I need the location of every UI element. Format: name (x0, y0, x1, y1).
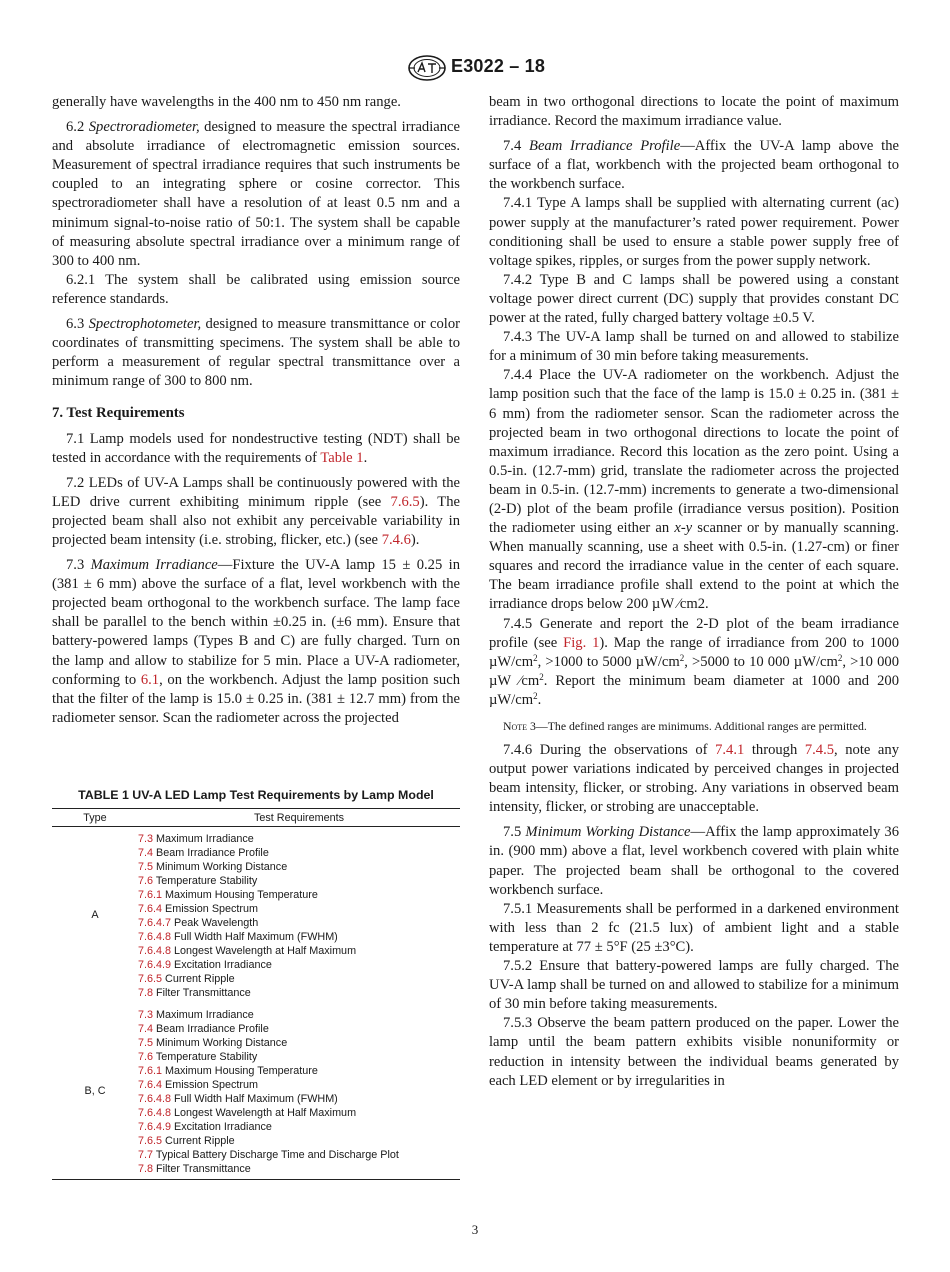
requirement-item (138, 1162, 460, 1176)
requirement-label: Beam Irradiance Profile (153, 1023, 269, 1035)
requirement-section-link[interactable]: 7.8 (138, 987, 154, 999)
requirement-section-link[interactable]: 7.6.4.8 (138, 1093, 172, 1105)
ref-6-1-link[interactable]: 6.1 (140, 671, 160, 688)
requirement-item (138, 1050, 460, 1064)
requirement-item (138, 930, 460, 944)
table-1-link[interactable]: Table 1 (320, 449, 364, 466)
table-title: TABLE 1 UV-A LED Lamp Test Requirements by Lamp Model (78, 788, 434, 802)
requirement-item (138, 1064, 460, 1078)
requirement-label: Typical Battery Discharge Time and Discharge Plot (153, 1149, 399, 1161)
requirement-item (138, 1148, 460, 1162)
requirement-section-link[interactable]: 7.6.4.8 (138, 945, 172, 957)
requirement-label: Minimum Working Distance (153, 861, 288, 873)
page-number: 3 (471, 1222, 479, 1237)
requirement-item (138, 1120, 460, 1134)
requirement-section-link[interactable]: 7.4 (138, 1023, 154, 1035)
requirement-label: Maximum Irradiance (153, 1009, 254, 1021)
paragraph: generally have wavelengths in the 400 nm to 450 nm range. (52, 94, 401, 110)
requirement-item (138, 1036, 460, 1050)
requirement-section-link[interactable]: 7.3 (138, 1009, 154, 1021)
section-7-2: 7.2 LEDs of UV-A Lamps shall be continuously powered with the LED drive current exhibiting minimum ripple (see 7.6.5). The projected beam shall also not exhibit any perceivable variability in projected beam intensity (i.e. strobing, flicker, etc.) (see 7.4.6). (52, 474, 460, 548)
section-6-3: 6.3 Spectrophotometer, designed to measure transmittance or color coordinates of transmitting specimens. The system shall be able to perform a measurement of regular spectral transmittance over a minimum range of 300 to 800 nm. (52, 316, 460, 390)
table-body (52, 827, 460, 1180)
left-column (52, 93, 460, 728)
table-row (52, 1003, 460, 1180)
requirement-section-link[interactable]: 7.5 (138, 861, 154, 873)
ref-7-4-1-link[interactable]: 7.4.1 (715, 742, 745, 758)
paragraph: beam in two orthogonal directions to locate the point of maximum irradiance. Record the maximum irradiance value. (489, 94, 899, 130)
requirement-item (138, 944, 460, 958)
ref-7-4-5-link[interactable]: 7.4.5 (804, 742, 835, 758)
section-7-5-2: 7.5.2 Ensure that battery-powered lamps are fully charged. The UV-A lamp shall be turned on and allowed to stabilize for a minimum of 30 min before taking measurements. (489, 958, 899, 1013)
requirement-item (138, 1022, 460, 1036)
requirements-cell (138, 827, 460, 1004)
requirement-label: Filter Transmittance (153, 987, 251, 999)
requirement-item (138, 902, 460, 916)
table-row (52, 827, 460, 1004)
requirement-label: Full Width Half Maximum (FWHM) (171, 1093, 338, 1105)
requirement-item (138, 846, 460, 860)
requirement-item (138, 916, 460, 930)
section-7-4-4: 7.4.4 Place the UV-A radiometer on the workbench. Adjust the lamp position such that the face of the lamp is 15.0 ± 0.25 in. (381 ± 6 mm) from the radiometer sensor. Scan the radiometer across the projected beam in two orthogonal directions to locate the point of maximum irradiance. Record this location as the zero point. Using a 0.5-in. (12.7-mm) grid, translate the radiometer across the projected beam in 0.5-in. (12.7-mm) increments to generate a two-dimensional (2-D) plot of the beam profile (irradiance versus position). Position the radiometer using either an x-y scanner or by manually scanning. When manually scanning, use a sheet with 0.5-in. (1.27-cm) or finer squares and record the irradiance value in the center of each square. The beam irradiance profile shall extend to the point at which the irradiance drops below 200 µW ⁄cm2. (489, 367, 899, 613)
note-3: Note 3—The defined ranges are minimums. Additional ranges are permitted. (503, 719, 867, 733)
requirement-item (138, 972, 460, 986)
requirement-label: Temperature Stability (153, 1051, 258, 1063)
requirement-label: Peak Wavelength (171, 917, 259, 929)
requirement-item (138, 986, 460, 1000)
requirement-section-link[interactable]: 7.6.4 (138, 903, 163, 915)
section-7-5-3: 7.5.3 Observe the beam pattern produced on the paper. Lower the lamp until the beam pattern exhibits visible nonuniformity or reduction in intensity between the individual beams generated by each LED element or by irregularities in (489, 1015, 899, 1089)
ref-7-4-6-link[interactable]: 7.4.6 (381, 531, 411, 548)
requirement-section-link[interactable]: 7.5 (138, 1037, 154, 1049)
requirement-section-link[interactable]: 7.6.4.8 (138, 931, 172, 943)
requirement-section-link[interactable]: 7.6.1 (138, 889, 163, 901)
requirement-label: Filter Transmittance (153, 1163, 251, 1175)
requirement-section-link[interactable]: 7.6.4.9 (138, 959, 172, 971)
requirement-section-link[interactable]: 7.6.4.9 (138, 1121, 172, 1133)
section-7-5-1: 7.5.1 Measurements shall be performed in a darkened environment with less than 2 fc (21.5 lux) of ambient light and a stable temperature at 77 ± 5°F (25 ±3°C). (489, 900, 899, 955)
requirement-item (138, 888, 460, 902)
requirement-label: Emission Spectrum (162, 903, 259, 915)
lamp-type-cell: A (91, 909, 99, 921)
requirement-label: Current Ripple (162, 1135, 235, 1147)
section-7-4-2: 7.4.2 Type B and C lamps shall be powered using a constant voltage power direct current (DC) supply that provides constant DC power at the rated, fully charged battery voltage ±0.5 V. (489, 271, 899, 327)
requirement-label: Beam Irradiance Profile (153, 847, 269, 859)
requirement-item (138, 1134, 460, 1148)
requirement-item (138, 1078, 460, 1092)
requirement-section-link[interactable]: 7.7 (138, 1149, 154, 1161)
requirement-item (138, 1008, 460, 1022)
requirement-label: Current Ripple (162, 973, 235, 985)
requirement-item (138, 832, 460, 846)
section-7-4-6: 7.4.6 During the observations of 7.4.1 through 7.4.5, note any output power variations indicated by perceived changes in projected beam intensity, flicker, or strobing. Any variations in observed beam intensity, flicker, or strobing are unacceptable. (489, 742, 899, 816)
requirement-label: Longest Wavelength at Half Maximum (171, 945, 357, 957)
requirement-item (138, 1092, 460, 1106)
requirement-label: Temperature Stability (153, 875, 258, 887)
section-7-4-3: 7.4.3 The UV-A lamp shall be turned on and allowed to stabilize for a minimum of 30 min before taking measurements. (489, 329, 899, 365)
requirement-section-link[interactable]: 7.6.4.8 (138, 1107, 172, 1119)
astm-logo-icon (407, 54, 447, 82)
section-7-3: 7.3 Maximum Irradiance—Fixture the UV-A lamp 15 ± 0.25 in (381 ± 6 mm) above the surface of a flat, level workbench with the projected beam orthogonal to the workbench surface. The lamp face shall be parallel to the bench within ±0.25 in. (±6 mm). Ensure that battery-powered lamps (Types B and C) are fully charged. Turn on the lamp and allow to stabilize for 5 min. Place a UV-A radiometer, conforming to 6.1, on the workbench. Adjust the lamp position such that the filter of the lamp is 15.0 ± 0.25 in. (381 ± 12.7 mm) from the radiometer sensor. Scan the radiometer across the projected (52, 557, 460, 726)
requirement-label: Maximum Irradiance (153, 833, 254, 845)
requirement-label: Minimum Working Distance (153, 1037, 288, 1049)
requirement-label: Maximum Housing Temperature (162, 889, 318, 901)
requirement-section-link[interactable]: 7.3 (138, 833, 154, 845)
section-7-1: 7.1 Lamp models used for nondestructive testing (NDT) shall be tested in accordance with the requirements of Table 1. (52, 430, 460, 466)
requirement-item (138, 860, 460, 874)
requirement-item (138, 1106, 460, 1120)
document-id: E3022 – 18 (451, 56, 546, 76)
requirement-label: Maximum Housing Temperature (162, 1065, 318, 1077)
section-6-2: 6.2 Spectroradiometer, designed to measure the spectral irradiance and absolute irradiance of electromagnetic emission sources. Measurement of spectral irradiance requires that such instruments be coupled to an integrating sphere or cosine corrector. This spectroradiometer shall have a resolution of at least 0.5 nm and a minimum signal-to-noise ratio of 50:1. The system shall be capable of measuring absolute spectral irradiance over a minimum range of 300 to 400 nm. (52, 119, 460, 269)
requirement-section-link[interactable]: 7.6 (138, 1051, 154, 1063)
requirement-section-link[interactable]: 7.6.5 (138, 1135, 163, 1147)
requirements-table (52, 808, 460, 1180)
requirement-section-link[interactable]: 7.6.1 (138, 1065, 163, 1077)
requirements-cell (138, 1003, 460, 1180)
requirement-label: Emission Spectrum (162, 1079, 259, 1091)
right-column (489, 93, 899, 1091)
ref-7-6-5-link[interactable]: 7.6.5 (390, 493, 420, 510)
requirement-item (138, 958, 460, 972)
lamp-type-cell: B, C (52, 1003, 138, 1180)
section-7-4-1: 7.4.1 Type A lamps shall be supplied with alternating current (ac) power supply at the manufacturer’s rated power requirement. Power conditioning shall be used to ensure a stable power supply free of voltage spikes, ripples, or surges from the power supply network. (489, 195, 899, 269)
section-6-2-1: 6.2.1 The system shall be calibrated using emission source reference standards. (52, 271, 460, 307)
requirement-label: Full Width Half Maximum (FWHM) (171, 931, 338, 943)
column-header-type: Type (52, 809, 138, 827)
fig-1-link[interactable]: Fig. 1 (563, 634, 600, 651)
requirement-section-link[interactable]: 7.6.4.7 (138, 917, 172, 929)
section-7-4: 7.4 Beam Irradiance Profile—Affix the UV-A lamp above the surface of a flat, workbench with the projected beam orthogonal to the workbench surface. (489, 138, 899, 193)
table-1 (52, 788, 460, 1180)
requirement-section-link[interactable]: 7.6 (138, 875, 154, 887)
requirement-section-link[interactable]: 7.4 (138, 847, 154, 859)
requirement-label: Excitation Irradiance (171, 959, 272, 971)
requirement-item (138, 874, 460, 888)
requirement-label: Excitation Irradiance (171, 1121, 272, 1133)
section-7-4-5: 7.4.5 Generate and report the 2-D plot of the beam irradiance profile (see Fig. 1). Map the range of irradiance from 200 to 1000 $\mu W/cm^2$, >1000 to 5000 $\mu W/cm^2$, >5000 to 10 000 $\mu W/cm^2$, >10 000 µW $⁄cm^2$. Report the minimum beam diameter at 1000 and 200 $\mu W/cm^2$. (489, 615, 899, 708)
requirement-label: Longest Wavelength at Half Maximum (171, 1107, 357, 1119)
requirement-section-link[interactable]: 7.6.5 (138, 973, 163, 985)
section-7-heading: 7. Test Requirements (52, 405, 185, 422)
requirement-section-link[interactable]: 7.8 (138, 1163, 154, 1175)
section-7-5: 7.5 Minimum Working Distance—Affix the lamp approximately 36 in. (900 mm) above a flat, level workbench covered with plain white paper. The projected beam shall be orthogonal to the covered workbench surface. (489, 824, 900, 898)
requirement-section-link[interactable]: 7.6.4 (138, 1079, 163, 1091)
column-header-requirements: Test Requirements (138, 809, 460, 827)
